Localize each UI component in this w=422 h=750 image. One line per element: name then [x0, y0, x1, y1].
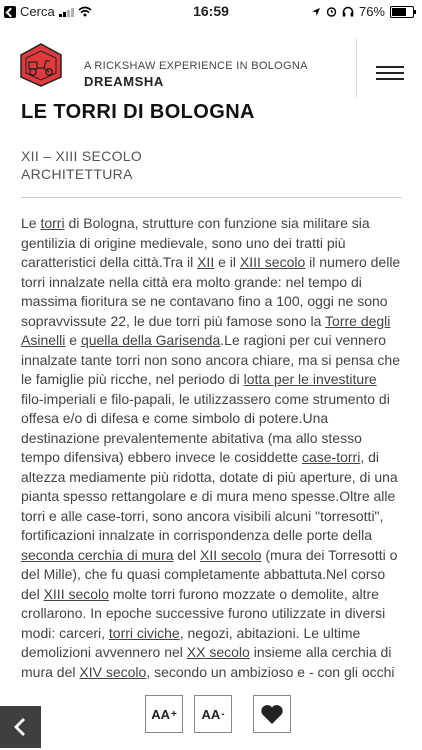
article-link[interactable]: XII secolo [200, 546, 262, 563]
article-text: .Le ragioni per cui vennero innalzate tante torri non sono ancora chiare, ma si pensa che le famiglie più ricche, nel periodo di [21, 332, 401, 387]
article-subtitle [21, 147, 142, 183]
decrease-font-sup: - [221, 708, 225, 720]
article-text: , secondo un ambizioso e - con gli occhi [146, 663, 395, 680]
article-link[interactable]: seconda cerchia di mura [21, 546, 174, 563]
article-text: , di altezza mediamente più ridotta, dotate di più aperture, di una pianta spesso rettangolare e di mura meno spesse.Oltre alle torri e alle case-torri, sono ancora visibili alcuni "torresotti", fortificazioni innalzate in corrispondenza delle porte della [21, 449, 398, 543]
dreamsha-logo-icon[interactable] [18, 42, 64, 88]
alarm-icon [326, 6, 337, 17]
article-text: (mura dei Torresotti o del Mille), che fu quasi completamente abbattuta.Nel corso del [21, 546, 398, 602]
article-link[interactable]: XIII secolo [239, 254, 306, 270]
article-period: XII – XIII SECOLO [21, 148, 143, 164]
article-link[interactable]: XX secolo [186, 644, 250, 660]
article-link[interactable]: XIII secolo [43, 585, 109, 602]
battery-fill [392, 8, 406, 16]
article-link[interactable]: lotta per le investiture [243, 371, 377, 387]
header-tagline: A RICKSHAW EXPERIENCE IN BOLOGNA [84, 60, 308, 72]
article-text: del [173, 546, 200, 563]
increase-font-button[interactable] [145, 695, 183, 733]
status-right [311, 4, 414, 19]
article-text: filo-imperiali e filo-papali, le utilizzassero come strumento di offesa e/o di difesa e come simbolo di potere.Una destinazione prevalentemente abitativa (ma allo stesso tempo difensiva) ebbero invece le cosiddette [21, 390, 390, 465]
article-text: di Bologna, strutture con funzione sia militare sia gentilizia di origine medievale, sono uno dei tratti più caratteristici della città.Tra il [21, 215, 370, 270]
article-text: molte torri furono mozzate o demolite, altre crollarono. In epoche successive furono utilizzate in diversi modi: carceri, [21, 585, 386, 641]
article-text: e il [214, 254, 240, 270]
article-text: e [65, 332, 81, 348]
article-link[interactable]: XII [197, 254, 215, 270]
header-brand[interactable]: DREAMSHA [84, 74, 164, 89]
article-link[interactable]: case-torri [301, 449, 361, 465]
decrease-font-label: AA [201, 706, 221, 722]
chevron-left-icon [12, 717, 28, 737]
header-divider [356, 38, 357, 98]
increase-font-sup: + [170, 708, 177, 720]
status-bar [0, 0, 422, 22]
back-to-app-label[interactable]: Cerca [20, 4, 55, 19]
clock: 16:59 [193, 3, 229, 19]
increase-font-label: AA [151, 706, 170, 722]
title-divider [21, 197, 402, 198]
article-text: il numero delle torri innalzate nella città era molto grande: nel tempo di massima fioritura se ne contavano fino a 100, oggi ne sono sopravvissute 22, le due torri più famose sono la [21, 254, 401, 329]
back-button[interactable] [0, 706, 41, 748]
article-text: , negozi, abitazioni. Le ultime demolizioni avvennero nel [21, 624, 361, 660]
article-link[interactable]: torri [40, 215, 65, 231]
article-text: insieme alla cerchia di mura del [21, 644, 392, 680]
app-header [0, 22, 422, 89]
bottom-toolbar [0, 682, 422, 750]
hamburger-menu-icon[interactable] [376, 66, 404, 82]
decrease-font-button[interactable] [194, 695, 232, 733]
article-category: ARCHITETTURA [21, 166, 133, 182]
heart-icon [260, 704, 284, 725]
location-arrow-icon [311, 7, 321, 17]
article-text: Le [21, 215, 41, 231]
battery-icon [390, 6, 414, 18]
favorite-button[interactable] [253, 695, 291, 733]
article-link[interactable]: torri civiche [108, 624, 180, 641]
article-link[interactable]: quella della Garisenda [80, 332, 221, 348]
page-title: LE TORRI DI BOLOGNA [21, 101, 255, 123]
article-link[interactable]: XIV secolo [79, 663, 147, 680]
article-body [21, 214, 402, 681]
article-link[interactable]: Torre degli Asinelli [21, 312, 391, 348]
battery-percent: 76% [358, 4, 385, 19]
headphones-icon [342, 6, 354, 17]
article-body-scroll[interactable] [21, 214, 402, 681]
